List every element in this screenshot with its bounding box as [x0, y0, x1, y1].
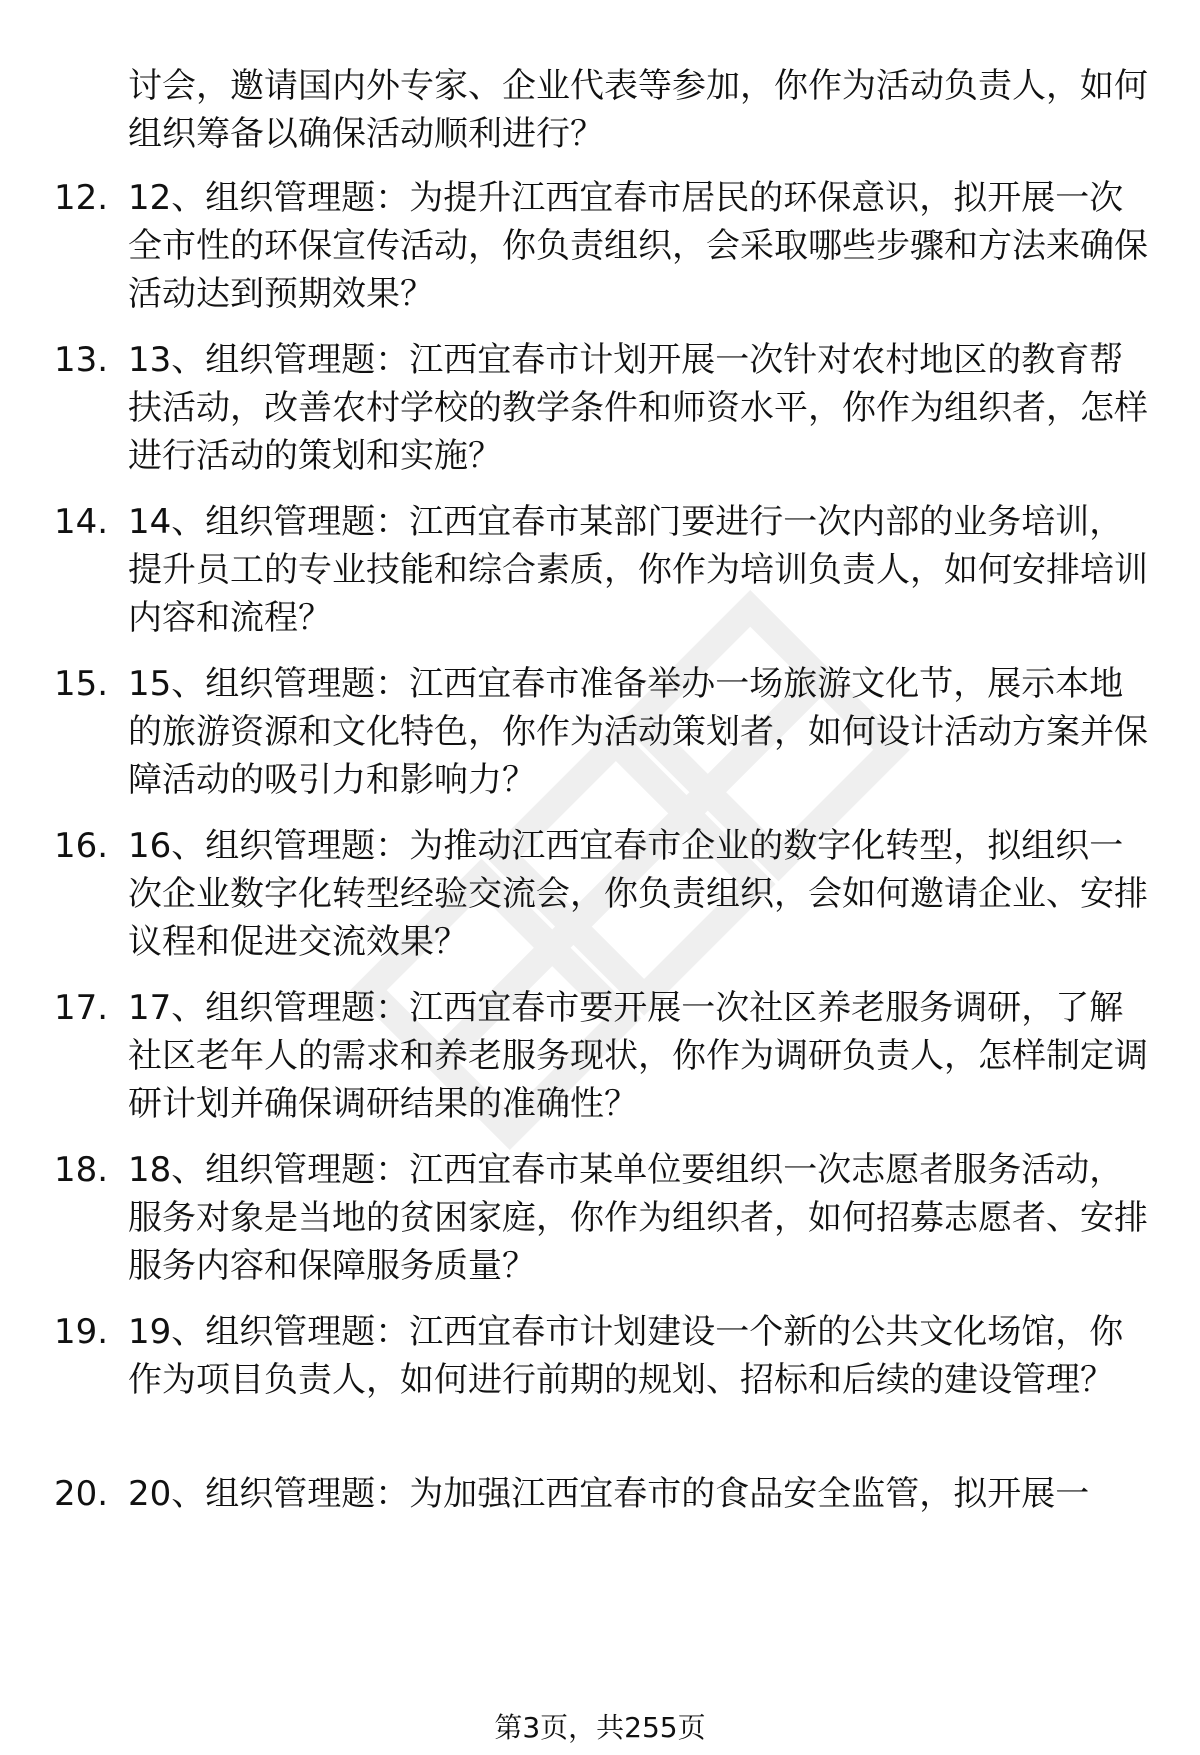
item-number: 16. — [54, 826, 109, 866]
item-text: 15、组织管理题：江西宜春市准备举办一场旅游文化节，展示本地的旅游资源和文化特色，你作为活动策划者，如何设计活动方案并保障活动的吸引力和影响力？ — [128, 664, 1148, 800]
item-number: 15. — [54, 664, 109, 704]
item-text: 19、组织管理题：江西宜春市计划建设一个新的公共文化场馆，你作为项目负责人，如何进行前期的规划、招标和后续的建设管理？ — [128, 1312, 1124, 1400]
item-number: 13. — [54, 340, 109, 380]
item-text: 17、组织管理题：江西宜春市要开展一次社区养老服务调研，了解社区老年人的需求和养老服务现状，你作为调研负责人，怎样制定调研计划并确保调研结果的准确性？ — [128, 988, 1148, 1124]
item-text: 14、组织管理题：江西宜春市某部门要进行一次内部的业务培训，提升员工的专业技能和综合素质，你作为培训负责人，如何安排培训内容和流程？ — [128, 502, 1148, 638]
item-number: 20. — [54, 1474, 109, 1514]
item-number: 17. — [54, 988, 109, 1028]
item-number: 19. — [54, 1312, 109, 1352]
item-text: 18、组织管理题：江西宜春市某单位要组织一次志愿者服务活动，服务对象是当地的贫困家庭，你作为组织者，如何招募志愿者、安排服务内容和保障服务质量？ — [128, 1150, 1148, 1286]
item-text: 20、组织管理题：为加强江西宜春市的食品安全监管，拟开展一 — [128, 1474, 1090, 1514]
page-footer: 第3页，共255页 — [494, 1711, 706, 1744]
item-number: 14. — [54, 502, 109, 542]
item-text: 13、组织管理题：江西宜春市计划开展一次针对农村地区的教育帮扶活动，改善农村学校的教学条件和师资水平，你作为组织者，怎样进行活动的策划和实施？ — [128, 340, 1148, 476]
item-number: 12. — [54, 178, 109, 218]
continuation-text: 讨会，邀请国内外专家、企业代表等参加，你作为活动负责人，如何组织筹备以确保活动顺利进行？ — [128, 66, 1148, 154]
item-text: 12、组织管理题：为提升江西宜春市居民的环保意识，拟开展一次全市性的环保宣传活动，你负责组织，会采取哪些步骤和方法来确保活动达到预期效果？ — [128, 178, 1148, 314]
item-number: 18. — [54, 1150, 109, 1190]
item-text: 16、组织管理题：为推动江西宜春市企业的数字化转型，拟组织一次企业数字化转型经验交流会，你负责组织，会如何邀请企业、安排议程和促进交流效果？ — [128, 826, 1148, 962]
